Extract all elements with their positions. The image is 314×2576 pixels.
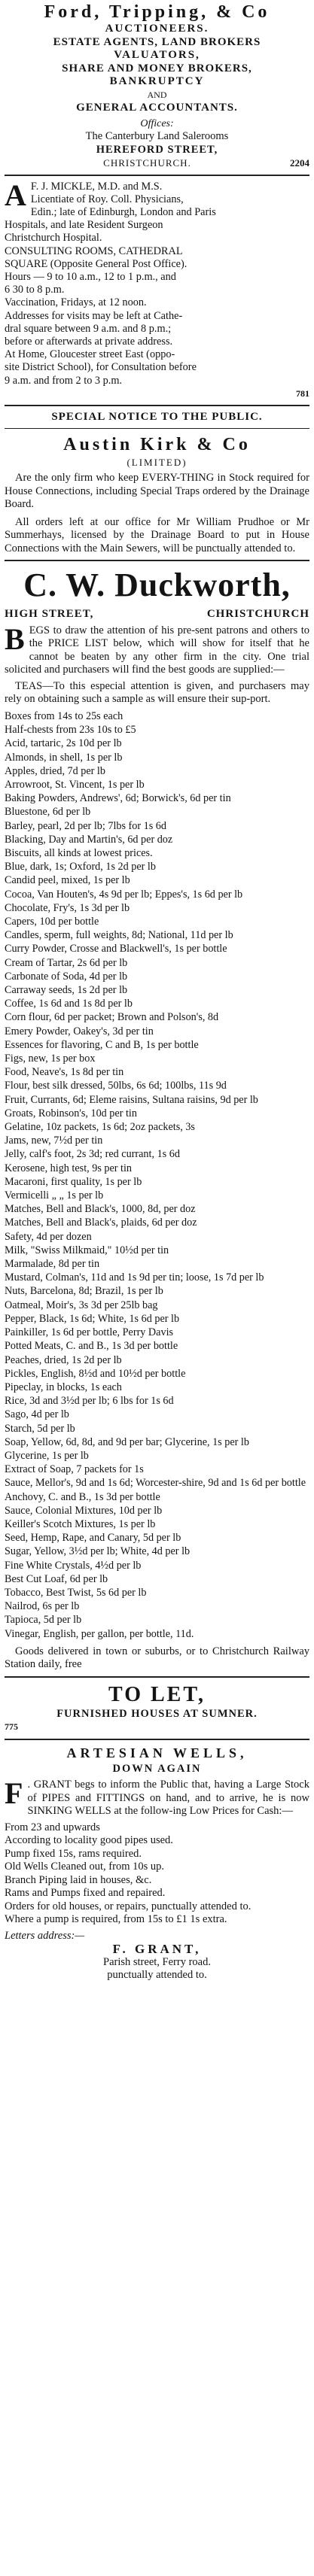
duckworth-name: C. W. Duckworth,: [23, 567, 291, 604]
price-list-item: Matches, Bell and Black's, 1000, 8d, per doz: [5, 1203, 196, 1216]
price-list-item: Vinegar, English, per gallon, per bottle, 11d.: [5, 1627, 194, 1640]
price-list-item: Blue, dark, 1s; Oxford, 1s 2d per lb: [5, 861, 156, 873]
ford-street: HEREFORD STREET,: [96, 143, 218, 156]
price-list-item: Glycerine, 1s per lb: [5, 1449, 89, 1462]
kirk-ad: [5, 433, 309, 556]
price-list-item: Milk, "Swiss Milkmaid," 10½d per tin: [5, 1244, 169, 1256]
kirk-limited: (LIMITED): [127, 456, 187, 468]
price-list-item: Nailrod, 6s per lb: [5, 1600, 80, 1613]
price-list-item: Capers, 10d per bottle: [5, 916, 99, 928]
to-let-ref: 775: [5, 1721, 18, 1733]
price-list-item: Kerosene, high test, 9s per tin: [5, 1162, 133, 1174]
price-list-item: Soap, Yellow, 6d, 8d, and 9d per bar; Glycerine, 1s per lb: [5, 1435, 249, 1448]
mickle-line: CONSULTING ROOMS, CATHEDRAL: [5, 245, 183, 257]
price-list-item: Almonds, in shell, 1s per lb: [5, 751, 123, 764]
special-notice-heading: SPECIAL NOTICE TO THE PUBLIC.: [51, 410, 263, 423]
kirk-title: Austin Kirk & Co: [63, 434, 251, 454]
price-list-item: Half-chests from 23s 10s to £5: [5, 724, 136, 737]
mickle-line: F. J. MICKLE, M.D. and M.S.: [30, 180, 163, 193]
artesian-dropcap: F: [5, 1776, 23, 1811]
price-list-item: Boxes from 14s to 25s each: [5, 709, 123, 722]
price-list-item: Food, Neave's, 1s 8d per tin: [5, 1066, 124, 1079]
price-list-item: Keiller's Scotch Mixtures, 1s per lb: [5, 1517, 156, 1530]
artesian-price-item: Rams and Pumps fixed and repaired.: [5, 1887, 166, 1900]
mickle-line: before or afterwards at private address.: [5, 335, 173, 348]
artesian-price-item: Orders for old houses, or repairs, punctually attended to.: [5, 1900, 252, 1912]
duckworth-ad: [5, 566, 309, 1671]
artesian-price-item: Branch Piping laid in houses, &c.: [5, 1873, 152, 1886]
price-list-item: Biscuits, all kinds at lowest prices.: [5, 846, 153, 859]
ford-city: CHRISTCHURCH.: [103, 157, 191, 169]
price-list-item: Jams, new, 7½d per tin: [5, 1135, 103, 1147]
duckworth-intro: [5, 621, 309, 677]
mickle-ad: [5, 178, 309, 400]
price-list-item: Extract of Soap, 7 packets for 1s: [5, 1463, 144, 1476]
price-list-item: Curry Powder, Crosse and Blackwell's, 1s per bottle: [5, 943, 227, 955]
ford-city-row: [5, 156, 309, 170]
price-list-item: Sauce, Colonial Mixtures, 10d per lb: [5, 1504, 163, 1517]
price-list-item: Pipeclay, in blocks, 1s each: [5, 1381, 122, 1393]
price-list-item: Corn flour, 6d per packet; Brown and Polson's, 8d: [5, 1011, 219, 1024]
price-list-item: Seed, Hemp, Rape, and Canary, 5d per lb: [5, 1532, 181, 1545]
price-list-item: Pepper, Black, 1s 6d; White, 1s 6d per lb: [5, 1312, 180, 1325]
price-list-item: Marmalade, 8d per tin: [5, 1258, 100, 1271]
ford-offices-line: The Canterbury Land Salerooms: [85, 130, 229, 142]
to-let-title: TO LET,: [108, 1682, 206, 1706]
mickle-line: dral square between 9 a.m. and 8 p.m.;: [5, 322, 172, 335]
price-list-item: Sugar, Yellow, 3½d per lb; White, 4d per lb: [5, 1545, 191, 1558]
artesian-subtitle: DOWN AGAIN: [112, 1762, 202, 1775]
price-list-item: Blacking, Day and Martin's, 6d per doz: [5, 833, 173, 846]
ford-line-3: VALUATORS,: [114, 49, 200, 61]
price-list-item: Tobacco, Best Twist, 5s 6d per lb: [5, 1586, 147, 1599]
ford-title: Ford, Tripping, & Co: [44, 2, 270, 22]
ford-line-7: GENERAL ACCOUNTANTS.: [76, 102, 238, 114]
ford-tripping-ad: [5, 0, 309, 170]
price-list-item: Carbonate of Soda, 4d per lb: [5, 970, 128, 983]
price-list-item: Anchovy, C. and B., 1s 3d per bottle: [5, 1490, 160, 1503]
price-list-item: Potted Meats, C. and B., 1s 3d per bottle: [5, 1340, 178, 1353]
price-list-item: Bluestone, 6d per lb: [5, 806, 91, 819]
mickle-line: 9 a.m. and from 2 to 3 p.m.: [5, 374, 123, 387]
price-list-item: Groats, Robinson's, 10d per tin: [5, 1107, 137, 1119]
price-list-item: Coffee, 1s 6d and 1s 8d per lb: [5, 998, 133, 1010]
mickle-ref: 781: [296, 387, 309, 399]
price-list-item: Sauce, Mellor's, 9d and 1s 6d; Worcester-shire, 9d and 1s 6d per bottle: [5, 1477, 306, 1490]
price-list-item: Matches, Bell and Black's, plaids, 6d per doz: [5, 1217, 197, 1229]
ford-line-1: AUCTIONEERS.: [105, 23, 209, 35]
ford-line-5: BANKRUPTCY: [109, 75, 205, 87]
divider: [5, 560, 309, 561]
price-list-item: Pickles, English, 8½d and 10½d per bottle: [5, 1367, 186, 1380]
duckworth-price-list: [5, 709, 309, 1641]
price-list-item: Fruit, Currants, 6d; Eleme raisins, Sultana raisins, 9d per lb: [5, 1093, 258, 1106]
price-list-item: Figs, new, 1s per box: [5, 1053, 96, 1065]
price-list-item: Essences for flavoring, C and B, 1s per bottle: [5, 1038, 199, 1051]
duckworth-street: HIGH STREET,: [5, 608, 94, 621]
duckworth-address-row: [5, 608, 309, 621]
artesian-price-item: Where a pump is required, from 15s to £1 1s extra.: [5, 1913, 227, 1926]
price-list-item: Carraway seeds, 1s 2d per lb: [5, 984, 128, 997]
mickle-line: Vaccination, Fridays, at 12 noon.: [5, 296, 147, 309]
price-list-item: Flour, best silk dressed, 50lbs, 6s 6d; 100lbs, 11s 9d: [5, 1080, 227, 1092]
kirk-para-2: All orders left at our office for Mr William Prudhoe or Mr Summerhays, licensed by the Drainage Board to put in House Connections with the Main Sewers, will be punctually attended to.: [5, 515, 309, 554]
price-list-item: Apples, dried, 7d per lb: [5, 764, 105, 777]
mickle-line: Christchurch Hospital.: [5, 232, 102, 245]
divider: [5, 1739, 309, 1740]
price-list-item: Candles, sperm, full weights, 8d; National, 11d per lb: [5, 929, 233, 942]
price-list-item: Baking Powders, Andrews', 6d; Borwick's, 6d per tin: [5, 792, 231, 805]
mickle-dropcap: A: [5, 178, 26, 212]
price-list-item: Best Cut Loaf, 6d per lb: [5, 1572, 108, 1585]
artesian-letters-label: Letters address:—: [5, 1929, 85, 1942]
artesian-price-item: According to locality good pipes used.: [5, 1834, 173, 1847]
artesian-name: F. GRANT,: [112, 1942, 202, 1957]
mickle-line: Licentiate of Roy. Coll. Physicians,: [30, 193, 184, 205]
price-list-item: Macaroni, first quality, 1s per lb: [5, 1175, 142, 1188]
artesian-price-item: Old Wells Cleaned out, from 10s up.: [5, 1861, 165, 1873]
price-list-item: Chocolate, Fry's, 1s 3d per lb: [5, 901, 130, 914]
kirk-para-1: Are the only firm who keep EVERY-THING in Stock required for House Connections, including Special Traps ordered by the Drainage Board.: [5, 472, 309, 511]
duckworth-footer: Goods delivered in town or suburbs, or to Christchurch Railway Station daily, free: [5, 1645, 309, 1671]
mickle-line: SQUARE (Opposite General Post Office).: [5, 257, 187, 270]
artesian-address: Parish street, Ferry road.: [103, 1955, 211, 1968]
artesian-title: ARTESIAN WELLS,: [66, 1745, 248, 1760]
mickle-line: Hours — 9 to 10 a.m., 12 to 1 p.m., and: [5, 270, 176, 283]
price-list-item: Arrowroot, St. Vincent, 1s per lb: [5, 778, 145, 791]
ford-ref: 2204: [289, 157, 309, 169]
divider: [5, 428, 309, 429]
price-list-item: Fine White Crystals, 4½d per lb: [5, 1559, 142, 1572]
price-list-item: Safety, 4d per dozen: [5, 1230, 92, 1243]
price-list-item: Acid, tartaric, 2s 10d per lb: [5, 737, 122, 750]
artesian-intro-text: . GRANT begs to inform the Public that, having a Large Stock of PIPES and FITTINGS on hand, and to arrive, he is now SINKING WELLS at the follow-ing Low Prices for Cash:—: [27, 1779, 309, 1818]
mickle-line: At Home, Gloucester street East (oppo-: [5, 348, 175, 361]
price-list-item: Rice, 3d and 3½d per lb; 6 lbs for 1s 6d: [5, 1395, 174, 1408]
price-list-item: Cocoa, Van Houten's, 4s 9d per lb; Eppes's, 1s 6d per lb: [5, 888, 243, 901]
ford-offices-label: Offices:: [140, 117, 174, 129]
price-list-item: Painkiller, 1s 6d per bottle, Perry Davis: [5, 1326, 174, 1339]
price-list-item: Nuts, Barcelona, 8d; Brazil, 1s per lb: [5, 1285, 163, 1298]
mickle-line: 6 30 to 8 p.m.: [5, 284, 65, 296]
price-list-item: Candid peel, mixed, 1s per lb: [5, 874, 130, 887]
duckworth-intro-text: EGS to draw the attention of his pre-sent patrons and others to the PRICE LIST below, which will show for itself that he cannot be beaten by any other firm in the city. One trial solicited and purchasers will find the best goods are supplied:—: [5, 624, 309, 676]
mickle-line: Hospitals, and late Resident Surgeon: [5, 219, 163, 232]
artesian-price-item: From 23 and upwards: [5, 1821, 100, 1833]
ford-line-6: AND: [147, 89, 167, 100]
price-list-item: Peaches, dried, 1s 2d per lb: [5, 1353, 122, 1366]
artesian-intro: [5, 1776, 309, 1818]
mickle-line: Addresses for visits may be left at Cathe-: [5, 309, 183, 322]
ford-line-4: SHARE AND MONEY BROKERS,: [62, 62, 252, 74]
duckworth-city: CHRISTCHURCH: [206, 608, 309, 621]
price-list-item: Barley, pearl, 2d per lb; 7lbs for 1s 6d: [5, 819, 166, 832]
divider: [5, 1676, 309, 1678]
ford-line-2: ESTATE AGENTS, LAND BROKERS: [53, 35, 261, 48]
price-list-item: Starch, 5d per lb: [5, 1422, 75, 1435]
duckworth-teas-note: TEAS—To this especial attention is given, and purchasers may rely on obtaining such a sample as will ensure their sup-port.: [5, 679, 309, 706]
to-let-ad: [5, 1682, 309, 1734]
divider: [5, 175, 309, 176]
price-list-item: Emery Powder, Oakey's, 3d per tin: [5, 1025, 154, 1037]
price-list-item: Tapioca, 5d per lb: [5, 1614, 82, 1627]
price-list-item: Jelly, calf's foot, 2s 3d; red currant, 1s 6d: [5, 1148, 180, 1161]
mickle-line: Edin.; late of Edinburgh, London and Paris: [30, 205, 216, 218]
artesian-price-list: [5, 1821, 309, 1927]
price-list-item: Cream of Tartar, 2s 6d per lb: [5, 956, 128, 969]
to-let-text: FURNISHED HOUSES AT SUMNER.: [56, 1707, 258, 1720]
mickle-line: site District School), for Consultation before: [5, 361, 197, 374]
price-list-item: Gelatine, 10z packets, 1s 6d; 2oz packets, 3s: [5, 1121, 195, 1134]
price-list-item: Mustard, Colman's, 11d and 1s 9d per tin; loose, 1s 7d per lb: [5, 1271, 264, 1284]
price-list-item: Oatmeal, Moir's, 3s 3d per 25lb bag: [5, 1299, 158, 1311]
artesian-ad: [5, 1745, 309, 1982]
artesian-price-item: Pump fixed 15s, rams required.: [5, 1847, 142, 1860]
duckworth-dropcap: B: [5, 621, 25, 656]
price-list-item: Sago, 4d per lb: [5, 1408, 69, 1421]
price-list-item: Vermicelli „ „ 1s per lb: [5, 1189, 104, 1202]
divider: [5, 405, 309, 406]
mickle-lines: [5, 178, 309, 387]
artesian-closing: punctually attended to.: [107, 1969, 207, 1982]
